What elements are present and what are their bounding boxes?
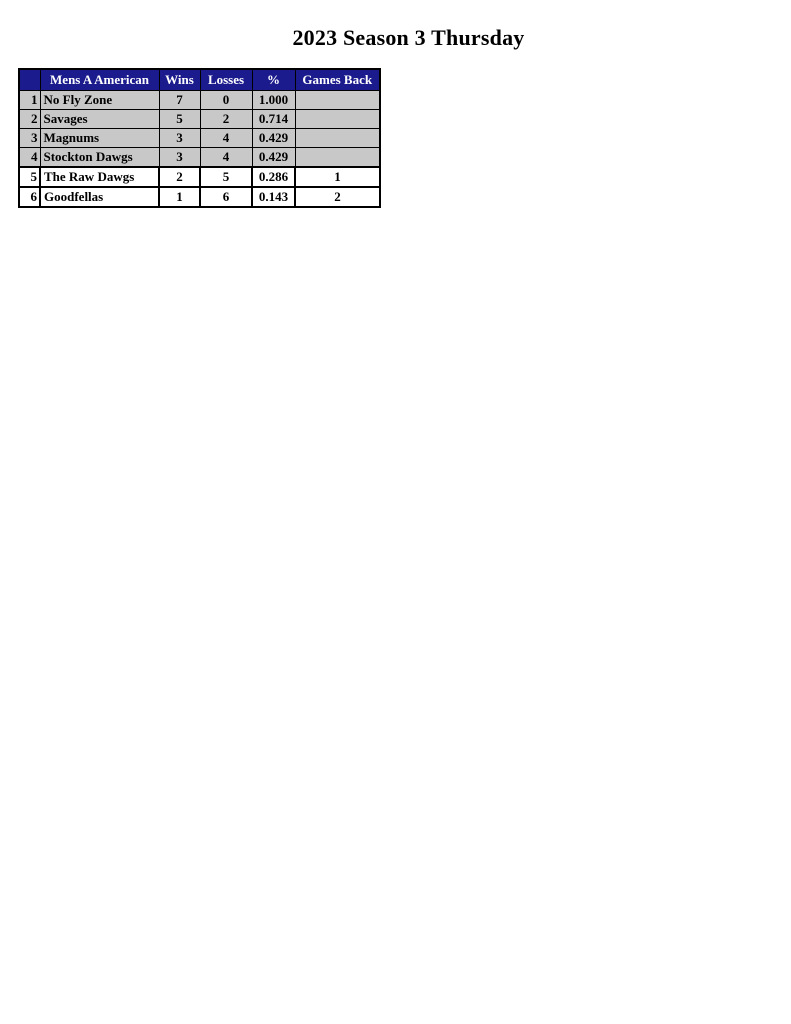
percentage-cell: 0.286 [252,167,295,187]
standings-table [18,68,381,208]
rank-cell: 6 [19,187,40,207]
percentage-cell: 0.714 [252,110,295,129]
team-name-cell: The Raw Dawgs [40,167,159,187]
team-name-cell: No Fly Zone [40,91,159,110]
table-row [19,148,380,168]
header-wins-cell: Wins [159,69,200,91]
header-rank-cell [19,69,40,91]
table-header-row [19,69,380,91]
losses-cell: 4 [200,148,252,168]
team-name-cell: Savages [40,110,159,129]
percentage-cell: 0.429 [252,148,295,168]
losses-cell: 2 [200,110,252,129]
header-losses-cell: Losses [200,69,252,91]
rank-cell: 5 [19,167,40,187]
wins-cell: 5 [159,110,200,129]
team-name-cell: Stockton Dawgs [40,148,159,168]
header-division-cell: Mens A American [40,69,159,91]
rank-cell: 2 [19,110,40,129]
header-games-back-cell: Games Back [295,69,380,91]
losses-cell: 5 [200,167,252,187]
percentage-cell: 1.000 [252,91,295,110]
wins-cell: 2 [159,167,200,187]
games-back-cell [295,148,380,168]
table-row [19,129,380,148]
games-back-cell [295,129,380,148]
losses-cell: 4 [200,129,252,148]
wins-cell: 1 [159,187,200,207]
rank-cell: 1 [19,91,40,110]
table-row [19,91,380,110]
wins-cell: 3 [159,129,200,148]
percentage-cell: 0.143 [252,187,295,207]
losses-cell: 0 [200,91,252,110]
page-title: 2023 Season 3 Thursday [292,25,525,50]
team-name-cell: Goodfellas [40,187,159,207]
games-back-cell [295,91,380,110]
header-percentage-cell: % [252,69,295,91]
table-row [19,187,380,207]
percentage-cell: 0.429 [252,129,295,148]
wins-cell: 7 [159,91,200,110]
wins-cell: 3 [159,148,200,168]
games-back-cell: 1 [295,167,380,187]
table-row [19,110,380,129]
games-back-cell [295,110,380,129]
rank-cell: 3 [19,129,40,148]
games-back-cell: 2 [295,187,380,207]
losses-cell: 6 [200,187,252,207]
table-row [19,167,380,187]
rank-cell: 4 [19,148,40,168]
team-name-cell: Magnums [40,129,159,148]
